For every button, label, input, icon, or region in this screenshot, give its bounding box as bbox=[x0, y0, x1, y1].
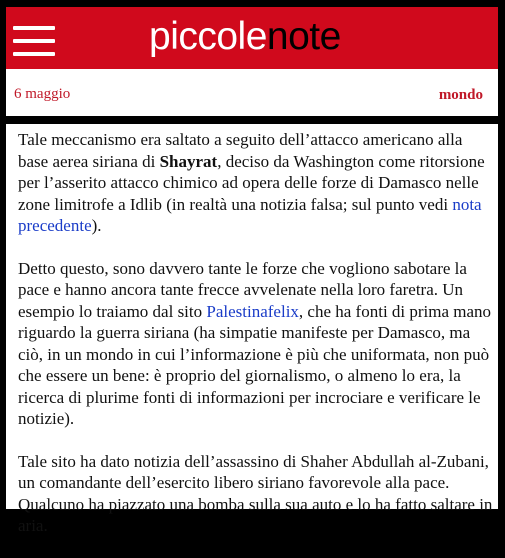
menu-icon-bar bbox=[13, 26, 55, 30]
site-logo[interactable] bbox=[149, 15, 341, 59]
paragraph-text: , che ha fonti di prima mano riguardo la guerra siriana (ha simpatie manifeste per Damasco, ma ciò, in un mondo in cui l’informazione è più che uniformata, non può che essere un bene: è proprio del giornalismo, o almeno lo era, la ricerca di plurime fonti di informazioni per incrociare e verificare le notizie). bbox=[18, 301, 492, 428]
article-paragraph bbox=[18, 129, 494, 237]
menu-icon-bar bbox=[13, 52, 55, 56]
article-paragraph bbox=[18, 258, 494, 430]
paragraph-text: ). bbox=[91, 216, 102, 235]
article-meta-bar bbox=[6, 69, 498, 117]
logo-text-note: note bbox=[266, 15, 341, 58]
article-date: 6 maggio bbox=[14, 86, 71, 102]
divider bbox=[6, 116, 498, 124]
paragraph-text: Detto questo, sono davvero tante le forze che vogliono sabotare la pace e hanno ancora tante frecce avvelenate nella loro faretra. Un esempio lo traiamo dal sito bbox=[18, 258, 467, 321]
paragraph-text: , deciso da Washington come ritorsione per l’asserito attacco chimico ad opera delle forze di Damasco nelle zone limitrofe a Idlib (in realtà una notizia falsa; sul punto vedi bbox=[18, 151, 485, 214]
paragraph-text: Tale sito ha dato notizia dell’assassino di Shaher Abdullah al-Zubani, un comandante dell’esercito libero siriano favorevole alla pace. Qualcuno ha piazzato una bomba sulla sua auto e lo ha fatto saltare in aria. bbox=[18, 451, 493, 535]
page-frame bbox=[6, 7, 498, 535]
article-body bbox=[18, 129, 494, 558]
palestinafelix-link[interactable]: Palestinafelix bbox=[206, 301, 299, 321]
logo-text-piccole: piccole bbox=[149, 15, 267, 58]
menu-icon[interactable] bbox=[13, 26, 55, 56]
bold-text: Shayrat bbox=[159, 151, 218, 171]
section-link[interactable]: mondo bbox=[438, 87, 483, 103]
nota-precedente-link[interactable]: nota precedente bbox=[18, 194, 482, 235]
paragraph-text: Tale meccanismo era saltato a seguito dell’attacco americano alla base aerea siriana di bbox=[18, 130, 463, 171]
menu-icon-bar bbox=[13, 39, 55, 43]
article-paragraph bbox=[18, 451, 494, 537]
site-header bbox=[6, 7, 498, 69]
